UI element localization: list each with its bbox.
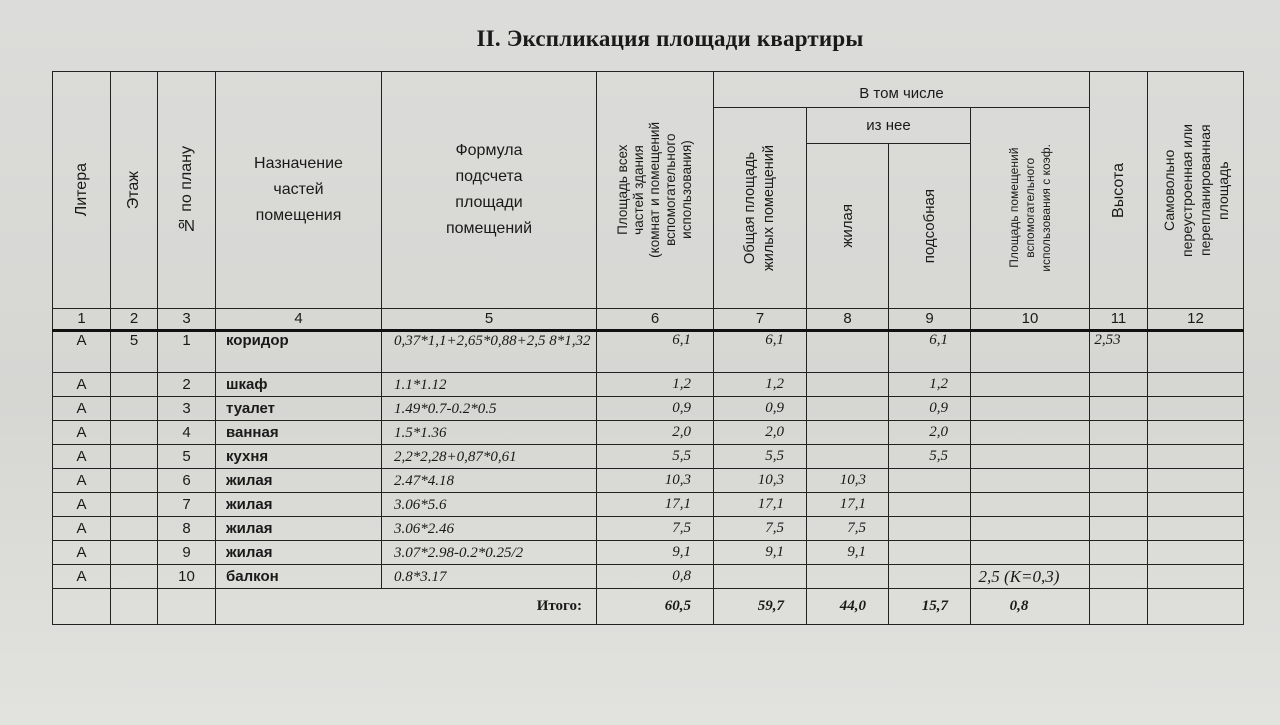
cell-total: 1,2 <box>597 373 714 397</box>
table-body <box>53 331 1244 589</box>
cell-samovol <box>1148 397 1244 421</box>
header-obshaya: Общая площадь жилых помещений <box>714 108 807 309</box>
cell-formula: 1.49*0.7-0.2*0.5 <box>382 397 597 421</box>
cell-name: кухня <box>216 445 382 469</box>
col-num: 4 <box>216 309 382 331</box>
cell-podsobnaya <box>889 469 971 493</box>
cell-etazh <box>111 421 158 445</box>
cell-etazh <box>111 541 158 565</box>
cell-name: ванная <box>216 421 382 445</box>
cell-total: 7,5 <box>597 517 714 541</box>
cell-podsobnaya: 0,9 <box>889 397 971 421</box>
cell-no: 5 <box>158 445 216 469</box>
cell-obshaya: 1,2 <box>714 373 807 397</box>
cell-total: 6,1 <box>597 331 714 373</box>
cell-name: жилая <box>216 469 382 493</box>
cell-vspom <box>971 331 1090 373</box>
header-podsobnaya: подсобная <box>889 144 971 309</box>
cell-zhilaya <box>807 421 889 445</box>
cell-zhilaya: 9,1 <box>807 541 889 565</box>
table-row <box>53 331 1244 373</box>
cell-litera: А <box>53 445 111 469</box>
header-formula: Формула подсчета площади помещений <box>382 72 597 309</box>
header-vspomog: Площадь помещений вспомогательного использования с коэф. <box>971 108 1090 309</box>
cell-name: коридор <box>216 331 382 373</box>
table-row <box>53 565 1244 589</box>
table-row <box>53 493 1244 517</box>
cell-zhilaya: 17,1 <box>807 493 889 517</box>
cell-podsobnaya <box>889 541 971 565</box>
header-iz-nee: из нее <box>807 108 971 144</box>
cell-litera: А <box>53 421 111 445</box>
cell-vysota <box>1090 565 1148 589</box>
cell-etazh <box>111 397 158 421</box>
col-num: 7 <box>714 309 807 331</box>
cell-podsobnaya: 6,1 <box>889 331 971 373</box>
header-naznachenie: Назначение частей помещения <box>216 72 382 309</box>
header-etazh: Этаж <box>111 72 158 309</box>
cell-vysota <box>1090 445 1148 469</box>
cell-vysota <box>1090 373 1148 397</box>
cell-etazh: 5 <box>111 331 158 373</box>
cell-zhilaya <box>807 565 889 589</box>
cell-no: 1 <box>158 331 216 373</box>
cell-podsobnaya <box>889 493 971 517</box>
cell-vspom <box>971 469 1090 493</box>
cell-litera: А <box>53 331 111 373</box>
header-litera: Литера <box>53 72 111 309</box>
cell-name: жилая <box>216 517 382 541</box>
total-obshaya: 59,7 <box>714 589 807 625</box>
cell-litera: А <box>53 493 111 517</box>
col-num: 2 <box>111 309 158 331</box>
cell-total: 0,9 <box>597 397 714 421</box>
cell-no: 2 <box>158 373 216 397</box>
cell-obshaya <box>714 565 807 589</box>
col-num: 12 <box>1148 309 1244 331</box>
col-num: 8 <box>807 309 889 331</box>
cell-obshaya: 10,3 <box>714 469 807 493</box>
cell-obshaya: 7,5 <box>714 517 807 541</box>
totals-row <box>53 589 1244 625</box>
cell-vysota <box>1090 493 1148 517</box>
cell-total: 2,0 <box>597 421 714 445</box>
cell-formula: 3.06*2.46 <box>382 517 597 541</box>
cell-etazh <box>111 493 158 517</box>
table-row <box>53 397 1244 421</box>
cell-obshaya: 17,1 <box>714 493 807 517</box>
column-numbers-row <box>53 309 1244 331</box>
cell-formula: 2,2*2,28+0,87*0,61 <box>382 445 597 469</box>
table-row <box>53 469 1244 493</box>
cell-vysota <box>1090 469 1148 493</box>
explication-table <box>52 71 1244 625</box>
cell-samovol <box>1148 331 1244 373</box>
header-ploshad-vseh: Площадь всех частей здания (комнат и помещений вспомогательного использования) <box>597 72 714 309</box>
cell-vysota <box>1090 517 1148 541</box>
cell-vspom <box>971 493 1090 517</box>
cell-podsobnaya: 2,0 <box>889 421 971 445</box>
table-row <box>53 445 1244 469</box>
table-row <box>53 541 1244 565</box>
cell-vspom <box>971 445 1090 469</box>
cell-zhilaya <box>807 445 889 469</box>
cell-obshaya: 5,5 <box>714 445 807 469</box>
cell-obshaya: 2,0 <box>714 421 807 445</box>
cell-samovol <box>1148 565 1244 589</box>
total-vspom: 0,8 <box>971 589 1090 625</box>
cell-zhilaya: 10,3 <box>807 469 889 493</box>
cell-formula: 3.07*2.98-0.2*0.25/2 <box>382 541 597 565</box>
cell-vspom <box>971 421 1090 445</box>
header-samovolno: Самовольно переустроенная или перепланированная площадь <box>1148 72 1244 309</box>
cell-podsobnaya <box>889 565 971 589</box>
table-row <box>53 517 1244 541</box>
cell-formula: 3.06*5.6 <box>382 493 597 517</box>
col-num: 9 <box>889 309 971 331</box>
header-no-po-planu: № по плану <box>158 72 216 309</box>
header-zhilaya: жилая <box>807 144 889 309</box>
cell-vspom <box>971 397 1090 421</box>
header-vysota: Высота <box>1090 72 1148 309</box>
cell-vspom <box>971 541 1090 565</box>
cell-etazh <box>111 565 158 589</box>
table-row <box>53 373 1244 397</box>
col-num: 3 <box>158 309 216 331</box>
cell-etazh <box>111 517 158 541</box>
cell-litera: А <box>53 373 111 397</box>
cell-samovol <box>1148 421 1244 445</box>
cell-no: 10 <box>158 565 216 589</box>
cell-no: 7 <box>158 493 216 517</box>
cell-total: 9,1 <box>597 541 714 565</box>
table-row <box>53 421 1244 445</box>
cell-vspom: 2,5 (K=0,3) <box>971 565 1090 589</box>
cell-total: 5,5 <box>597 445 714 469</box>
cell-formula: 2.47*4.18 <box>382 469 597 493</box>
col-num: 10 <box>971 309 1090 331</box>
cell-no: 4 <box>158 421 216 445</box>
cell-samovol <box>1148 469 1244 493</box>
cell-obshaya: 6,1 <box>714 331 807 373</box>
cell-obshaya: 9,1 <box>714 541 807 565</box>
cell-no: 3 <box>158 397 216 421</box>
col-num: 11 <box>1090 309 1148 331</box>
cell-name: туалет <box>216 397 382 421</box>
cell-vysota: 2,53 <box>1090 331 1148 373</box>
totals-label: Итого: <box>216 589 597 625</box>
cell-etazh <box>111 373 158 397</box>
cell-litera: А <box>53 517 111 541</box>
cell-vysota <box>1090 421 1148 445</box>
cell-podsobnaya: 1,2 <box>889 373 971 397</box>
cell-no: 9 <box>158 541 216 565</box>
cell-podsobnaya <box>889 517 971 541</box>
cell-zhilaya <box>807 397 889 421</box>
cell-vspom <box>971 373 1090 397</box>
cell-etazh <box>111 445 158 469</box>
cell-formula: 1.1*1.12 <box>382 373 597 397</box>
cell-formula: 1.5*1.36 <box>382 421 597 445</box>
total-podsobnaya: 15,7 <box>889 589 971 625</box>
cell-litera: А <box>53 397 111 421</box>
cell-name: шкаф <box>216 373 382 397</box>
cell-no: 6 <box>158 469 216 493</box>
cell-formula: 0.8*3.17 <box>382 565 597 589</box>
cell-etazh <box>111 469 158 493</box>
cell-litera: А <box>53 469 111 493</box>
cell-name: балкон <box>216 565 382 589</box>
cell-formula: 0,37*1,1+2,65*0,88+2,5 8*1,32 <box>382 331 597 373</box>
col-num: 6 <box>597 309 714 331</box>
cell-samovol <box>1148 373 1244 397</box>
cell-vysota <box>1090 541 1148 565</box>
cell-litera: А <box>53 541 111 565</box>
cell-litera: А <box>53 565 111 589</box>
cell-podsobnaya: 5,5 <box>889 445 971 469</box>
cell-total: 17,1 <box>597 493 714 517</box>
cell-samovol <box>1148 445 1244 469</box>
cell-vysota <box>1090 397 1148 421</box>
col-num: 1 <box>53 309 111 331</box>
cell-name: жилая <box>216 493 382 517</box>
cell-name: жилая <box>216 541 382 565</box>
total-area: 60,5 <box>597 589 714 625</box>
total-zhilaya: 44,0 <box>807 589 889 625</box>
cell-total: 10,3 <box>597 469 714 493</box>
cell-samovol <box>1148 541 1244 565</box>
cell-zhilaya: 7,5 <box>807 517 889 541</box>
document-title: II. Экспликация площади квартиры <box>476 26 864 51</box>
cell-zhilaya <box>807 373 889 397</box>
cell-zhilaya <box>807 331 889 373</box>
cell-total: 0,8 <box>597 565 714 589</box>
cell-samovol <box>1148 517 1244 541</box>
header-v-tom-chisle: В том числе <box>714 72 1090 108</box>
cell-samovol <box>1148 493 1244 517</box>
col-num: 5 <box>382 309 597 331</box>
cell-vspom <box>971 517 1090 541</box>
cell-obshaya: 0,9 <box>714 397 807 421</box>
cell-no: 8 <box>158 517 216 541</box>
